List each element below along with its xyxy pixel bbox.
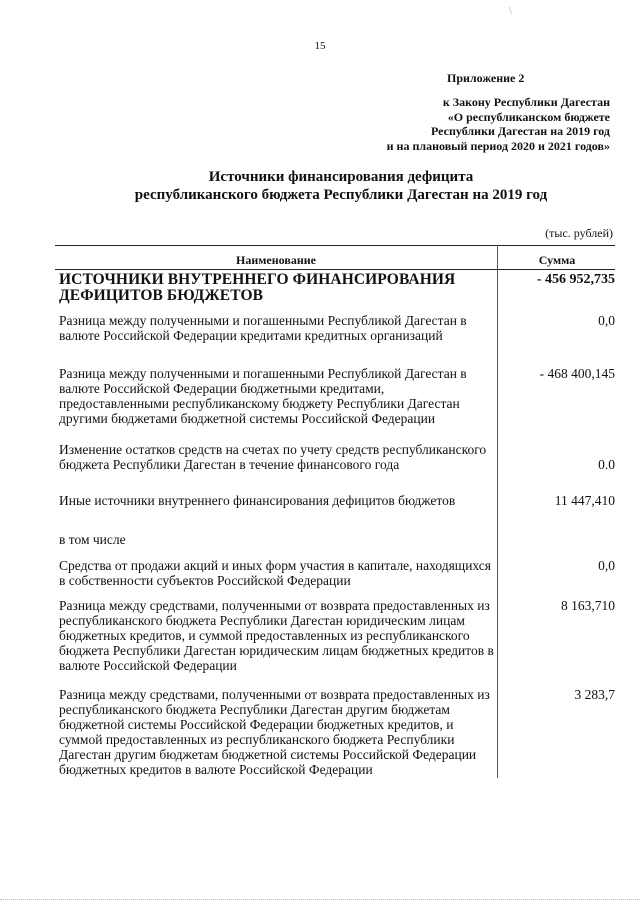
row-name: Разница между средствами, полученными от возврата предоставленных из республиканского бюджета Республики Дагестан юридическим лицам бюджетных кредитов, и суммой предоставленных из республиканского бюджета Республики Дагестан юридическим лицам бюджетных кредитов в валюте Российской Федерации — [59, 598, 494, 673]
row-sum: 11 447,410 — [554, 493, 615, 508]
row-sum: 0.0 — [598, 457, 615, 472]
row-name: Средства от продажи акций и иных форм участия в капитале, находящихся в собственности субъектов Российской Федерации — [59, 558, 491, 588]
law-reference-line: Республики Дагестан на 2019 год — [431, 124, 610, 138]
row-name: Изменение остатков средств на счетах по учету средств республиканского бюджета Республики Дагестан в течение финансового года — [59, 442, 487, 472]
row-sum: 8 163,710 — [561, 598, 615, 613]
row-name: в том числе — [59, 532, 126, 547]
row-name: Разница между полученными и погашенными Республикой Дагестан в валюте Российской Федерации кредитами кредитных организаций — [59, 313, 467, 343]
scan-artifact-mark: \ — [509, 6, 512, 17]
page-number: 15 — [314, 40, 326, 52]
row-name: Разница между средствами, полученными от возврата предоставленных из республиканского бюджета Республики Дагестан другим бюджетам бюджетной системы Российской Федерации бюджетных кредитов, и суммой предоставленных из республиканского бюджета Республики Дагестан другим бюджетам бюджетной системы Российской Федерации бюджетных кредитов в валюте Российской Федерации — [59, 687, 490, 777]
law-reference-line: «О республиканском бюджете — [447, 109, 610, 124]
appendix-title: Приложение 2 — [447, 71, 525, 85]
row-sum: - 468 400,145 — [539, 366, 615, 381]
row-sum: - 456 952,735 — [536, 272, 615, 287]
table-header-border — [55, 269, 615, 270]
row-name: Разница между полученными и погашенными Республикой Дагестан в валюте Российской Федерации бюджетными кредитами, предоставленными республиканскому бюджету Республики Дагестан другими бюджетами бюджетной системы Российской Федерации — [59, 366, 467, 426]
row-name: Иные источники внутреннего финансирования дефицитов бюджетов — [59, 493, 456, 508]
financing-table — [55, 245, 615, 793]
row-sum: 3 283,7 — [574, 687, 615, 702]
scan-bottom-edge — [0, 899, 640, 901]
row-sum: 0,0 — [598, 313, 615, 328]
row-name: ИСТОЧНИКИ ВНУТРЕННЕГО ФИНАНСИРОВАНИЯ ДЕФИЦИТОВ БЮДЖЕТОВ — [59, 271, 456, 304]
document-title-line-2: республиканского бюджета Республики Дагестан на 2019 год — [134, 187, 548, 203]
column-header-name: Наименование — [236, 253, 316, 267]
table-column-divider — [497, 245, 498, 778]
table-top-border — [55, 245, 615, 246]
law-reference-line: и на плановый период 2020 и 2021 годов» — [386, 138, 610, 153]
document-title — [0, 168, 640, 204]
document-title-line-1: Источники финансирования дефицита — [208, 169, 474, 185]
law-reference — [350, 95, 610, 153]
row-sum: 0,0 — [598, 558, 615, 573]
law-reference-line: к Закону Республики Дагестан — [442, 95, 610, 109]
column-header-sum: Сумма — [538, 253, 576, 267]
unit-label: (тыс. рублей) — [545, 226, 613, 240]
